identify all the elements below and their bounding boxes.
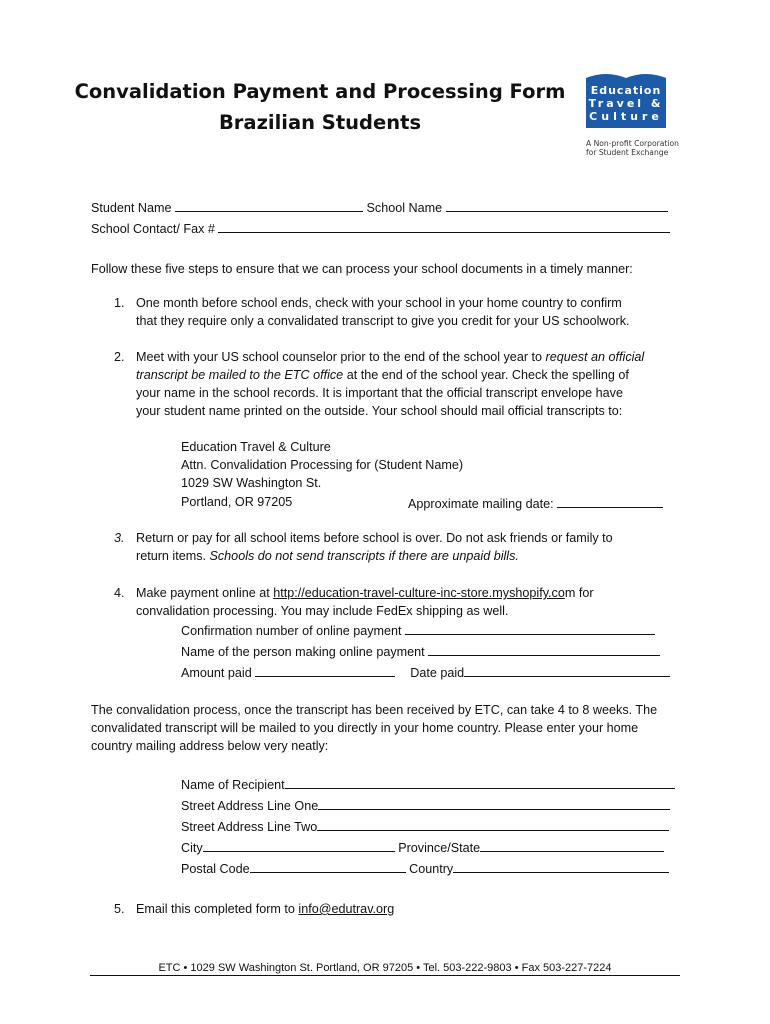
step-2-line-3: your name in the school records. It is important that the official transcript envelope have — [136, 386, 623, 400]
amount-field[interactable] — [255, 664, 395, 677]
step-2-line-1-text: Meet with your US school counselor prior to the end of the school year to — [136, 350, 546, 364]
street-1-field[interactable] — [318, 797, 670, 810]
logo-book-icon — [582, 70, 670, 130]
school-name-label: School Name — [366, 201, 443, 215]
form-title: Convalidation Payment and Processing Form — [74, 80, 566, 103]
student-name-row — [91, 199, 668, 216]
mailing-date-row — [408, 495, 663, 512]
step-4-line-1-tail: m for — [564, 586, 594, 600]
process-note-line-2: convalidated transcript will be mailed to you directly in your home country. Please enter your home — [91, 721, 639, 735]
etc-address-line-2: Attn. Convalidation Processing for (Student Name) — [181, 458, 464, 472]
postal-row — [181, 860, 669, 877]
step-5-text: Email this completed form to — [136, 902, 299, 916]
city-field[interactable] — [203, 839, 395, 852]
country-field[interactable] — [453, 860, 669, 873]
shop-link[interactable]: http://education-travel-culture-inc-store.myshopify.co — [273, 586, 565, 600]
step-2-line-2-emphasis: transcript be mailed to the ETC office — [136, 368, 344, 382]
step-4-line-1 — [136, 586, 594, 601]
step-3-line-2-text: return items. — [136, 549, 210, 563]
step-2-line-4: your student name printed on the outside. Your school should mail official transcripts to: — [136, 404, 623, 418]
country-label: Country — [409, 862, 454, 876]
step-5-number: 5. — [114, 902, 125, 916]
step-4-number: 4. — [114, 586, 125, 600]
province-field[interactable] — [480, 839, 664, 852]
date-paid-field[interactable] — [464, 664, 670, 677]
street-2-field[interactable] — [317, 818, 669, 831]
recipient-row — [181, 776, 675, 793]
logo-tagline-2: for Student Exchange — [586, 148, 669, 157]
student-name-label: Student Name — [91, 201, 172, 215]
recipient-label: Name of Recipient — [181, 778, 285, 792]
payer-field[interactable] — [428, 643, 660, 656]
city-row — [181, 839, 664, 856]
process-note-line-1: The convalidation process, once the transcript has been received by ETC, can take 4 to 8 weeks. The — [91, 703, 658, 717]
logo-word-education: Education — [590, 84, 662, 97]
process-note-line-3: country mailing address below very neatly: — [91, 739, 329, 753]
email-link[interactable]: info@edutrav.org — [298, 902, 395, 916]
etc-address-line-1: Education Travel & Culture — [181, 440, 331, 454]
step-2-number: 2. — [114, 350, 125, 364]
student-name-field[interactable] — [175, 199, 363, 212]
postal-label: Postal Code — [181, 862, 250, 876]
etc-logo — [582, 70, 670, 130]
footer-contact: ETC • 1029 SW Washington St. Portland, OR 97205 • Tel. 503-222-9803 • Fax 503-227-7224 — [158, 962, 612, 974]
step-3-line-2 — [136, 549, 519, 564]
form-subtitle: Brazilian Students — [218, 111, 422, 134]
etc-address-line-4: Portland, OR 97205 — [181, 495, 293, 509]
street-1-row — [181, 797, 670, 814]
payment-row — [181, 664, 670, 681]
step-2-line-2-text: at the end of the school year. Check the spelling of — [343, 368, 629, 382]
street-2-label: Street Address Line Two — [181, 820, 318, 834]
step-5-line — [136, 902, 394, 917]
school-contact-label: School Contact/ Fax # — [91, 222, 215, 236]
amount-label: Amount paid — [181, 666, 252, 680]
street-1-label: Street Address Line One — [181, 799, 319, 813]
step-3-number: 3. — [114, 531, 125, 545]
postal-field[interactable] — [250, 860, 406, 873]
payer-label: Name of the person making online payment — [181, 645, 425, 659]
intro-text: Follow these five steps to ensure that we can process your school documents in a timely manner: — [91, 262, 633, 276]
payer-row — [181, 643, 660, 660]
step-3-line-1: Return or pay for all school items before school is over. Do not ask friends or family to — [136, 531, 613, 545]
step-1-number: 1. — [114, 296, 125, 310]
logo-word-culture: Culture — [589, 110, 663, 123]
mailing-date-label: Approximate mailing date: — [408, 497, 554, 511]
recipient-field[interactable] — [285, 776, 675, 789]
confirmation-field[interactable] — [405, 622, 655, 635]
etc-address-line-3: 1029 SW Washington St. — [181, 476, 322, 490]
date-paid-label: Date paid — [410, 666, 465, 680]
step-2-line-2 — [136, 368, 629, 383]
school-contact-row — [91, 220, 670, 237]
step-4-line-2: convalidation processing. You may include FedEx shipping as well. — [136, 604, 509, 618]
province-label: Province/State — [398, 841, 481, 855]
footer-divider — [90, 975, 680, 976]
confirmation-label: Confirmation number of online payment — [181, 624, 402, 638]
school-contact-field[interactable] — [218, 220, 670, 233]
step-1-line-1: One month before school ends, check with your school in your home country to confirm — [136, 296, 622, 310]
step-4-line-1-text: Make payment online at — [136, 586, 274, 600]
street-2-row — [181, 818, 669, 835]
logo-word-travel: Travel & — [588, 97, 664, 110]
logo-tagline-1: A Non-profit Corporation — [586, 139, 679, 148]
step-2-line-1-emphasis: request an official — [545, 350, 645, 364]
step-2-line-1 — [136, 350, 644, 365]
step-1-line-2: that they require only a convalidated transcript to give you credit for your US schoolwork. — [136, 314, 630, 328]
mailing-date-field[interactable] — [557, 495, 663, 508]
step-3-line-2-emphasis: Schools do not send transcripts if there are unpaid bills. — [209, 549, 519, 563]
confirmation-row — [181, 622, 655, 639]
school-name-field[interactable] — [446, 199, 668, 212]
city-label: City — [181, 841, 203, 855]
